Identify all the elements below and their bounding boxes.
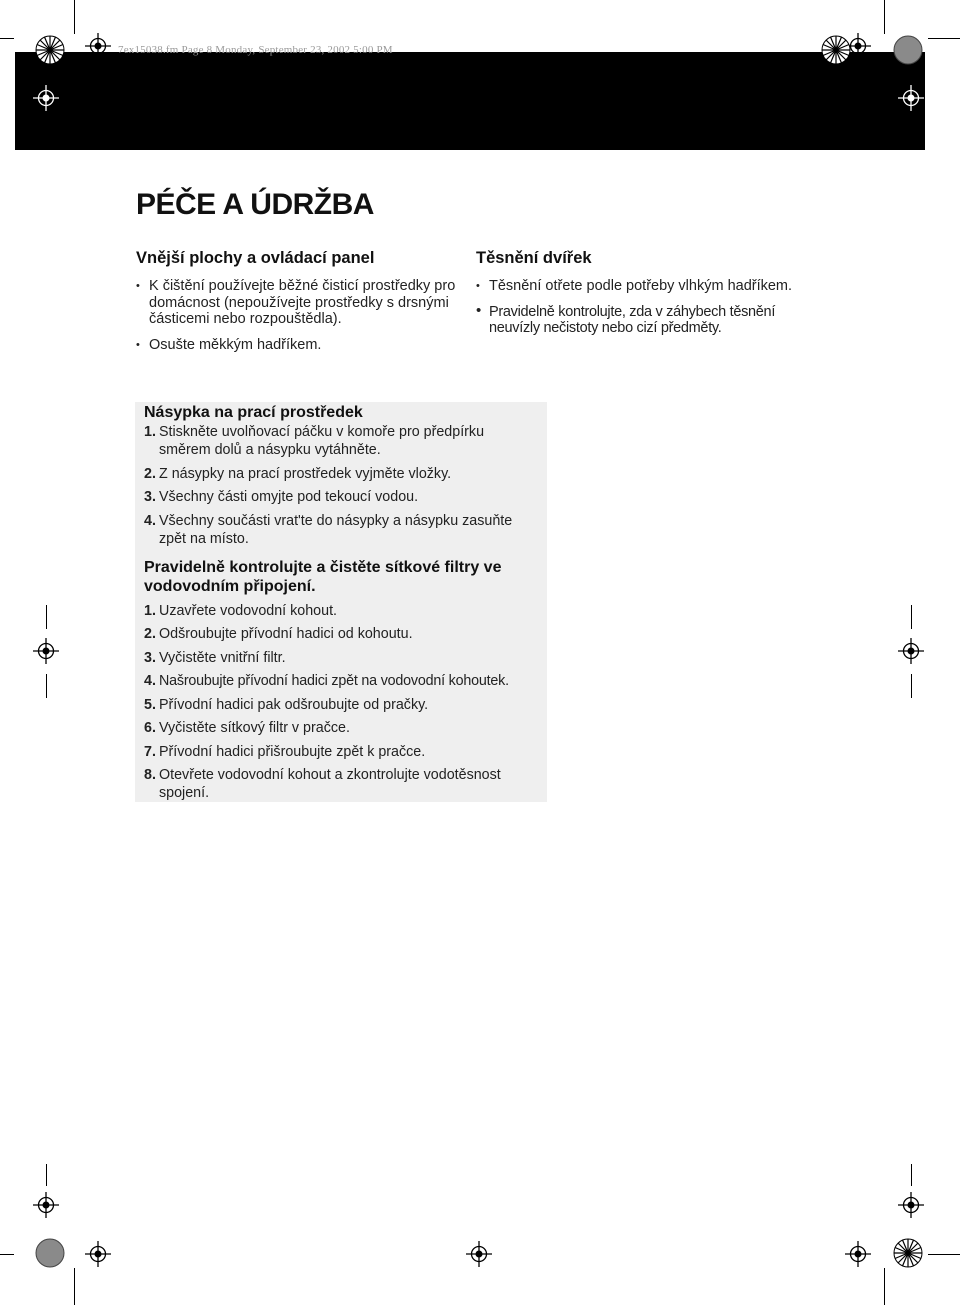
registration-mark-icon (33, 1192, 59, 1218)
step-text: Stiskněte uvolňovací páčku v komoře pro předpírku směrem dolů a násypku vytáhněte. (159, 424, 485, 458)
trim-mark (884, 0, 885, 34)
bullet-item: • K čištění používejte běžné čisticí prostředky pro domácnost (nepoužívejte prostředky s drsnými částicemi nebo rozpouštědla). (136, 278, 456, 328)
step-number: 3. (144, 489, 156, 505)
star-target-icon (893, 1238, 923, 1268)
trim-mark (911, 674, 912, 698)
door-seal-bullet-list (476, 278, 796, 337)
step-number: 3. (144, 649, 156, 666)
step-item (144, 465, 539, 483)
registration-mark-icon (898, 638, 924, 664)
star-target-icon (821, 35, 851, 65)
step-item (144, 743, 539, 761)
step-text: Vyčistěte sítkový filtr v pračce. (159, 720, 350, 736)
step-item (144, 649, 539, 667)
step-number: 5. (144, 696, 156, 713)
step-item (144, 423, 539, 459)
door-seal-heading: Těsnění dvířek (476, 249, 592, 267)
star-target-icon (35, 35, 65, 65)
filter-heading: Pravidelně kontrolujte a čistěte sítkové filtry ve vodovodním připojení. (144, 558, 502, 595)
header-bar (15, 52, 925, 150)
trim-mark (884, 1268, 885, 1305)
step-text: Přívodní hadici pak odšroubujte od pračky. (159, 696, 429, 713)
trim-mark (928, 38, 960, 39)
step-item (144, 766, 539, 802)
step-number: 8. (144, 767, 156, 783)
registration-mark-icon (845, 1241, 871, 1267)
door-seal-section (476, 249, 796, 346)
step-text: Uzavřete vodovodní kohout. (159, 602, 338, 619)
step-number: 2. (144, 626, 156, 642)
exterior-heading: Vnější plochy a ovládací panel (136, 249, 375, 267)
page-title: PÉČE A ÚDRŽBA (136, 188, 374, 221)
detergent-dispenser-panel (135, 402, 547, 802)
gray-target-icon (893, 35, 923, 65)
step-text: Přívodní hadici přišroubujte zpět k pračce. (159, 743, 426, 760)
trim-mark (46, 605, 47, 629)
trim-mark (74, 0, 75, 34)
exterior-bullet-list (136, 278, 456, 353)
step-number: 7. (144, 743, 156, 760)
registration-mark-icon (466, 1241, 492, 1267)
step-item (144, 625, 539, 643)
slug-line: 7ex15038.fm Page 8 Monday, September 23, 2002 5:00 PM (118, 44, 393, 56)
step-number: 6. (144, 720, 156, 736)
step-number: 4. (144, 512, 156, 529)
step-number: 4. (144, 673, 156, 689)
step-item (144, 696, 539, 714)
step-item (144, 512, 539, 548)
step-text: Otevřete vodovodní kohout a zkontrolujte vodotěsnost spojení. (159, 767, 501, 801)
step-number: 1. (144, 602, 156, 619)
step-number: 1. (144, 424, 156, 440)
gray-target-icon (35, 1238, 65, 1268)
step-text: Všechny části omyjte pod tekoucí vodou. (159, 489, 419, 505)
dispenser-steps (144, 423, 539, 548)
bullet-item: • Pravidelně kontrolujte, zda v záhybech těsnění neuvízly nečistoty nebo cizí předměty. (476, 304, 796, 337)
trim-mark (74, 1268, 75, 1305)
step-text: Všechny součásti vrat'te do násypky a násypku zasuňte zpět na místo. (159, 512, 513, 547)
step-text: Odšroubujte přívodní hadici od kohoutu. (159, 626, 413, 642)
trim-mark (0, 38, 14, 39)
step-number: 2. (144, 465, 156, 482)
step-text: Vyčistěte vnitřní filtr. (159, 649, 286, 666)
exterior-section (136, 249, 456, 362)
step-text: Našroubujte přívodní hadici zpět na vodovodní kohoutek. (159, 673, 509, 689)
step-item (144, 719, 539, 737)
registration-mark-icon (85, 1241, 111, 1267)
trim-mark (0, 1254, 14, 1255)
dispenser-heading: Násypka na prací prostředek (144, 404, 363, 421)
registration-mark-icon (33, 638, 59, 664)
trim-mark (911, 605, 912, 629)
trim-mark (928, 1254, 960, 1255)
registration-mark-icon (33, 85, 59, 111)
step-text: Z násypky na prací prostředek vyjměte vložky. (159, 465, 452, 482)
bullet-item: • Těsnění otřete podle potřeby vlhkým hadříkem. (476, 278, 796, 295)
registration-mark-icon (85, 33, 111, 59)
filter-steps (144, 602, 539, 803)
trim-mark (911, 1164, 912, 1186)
registration-mark-icon (898, 1192, 924, 1218)
trim-mark (46, 674, 47, 698)
step-item (144, 602, 539, 620)
registration-mark-icon (898, 85, 924, 111)
trim-mark (46, 1164, 47, 1186)
step-item (144, 672, 539, 690)
bullet-item: • Osušte měkkým hadříkem. (136, 337, 456, 354)
step-item (144, 488, 539, 506)
